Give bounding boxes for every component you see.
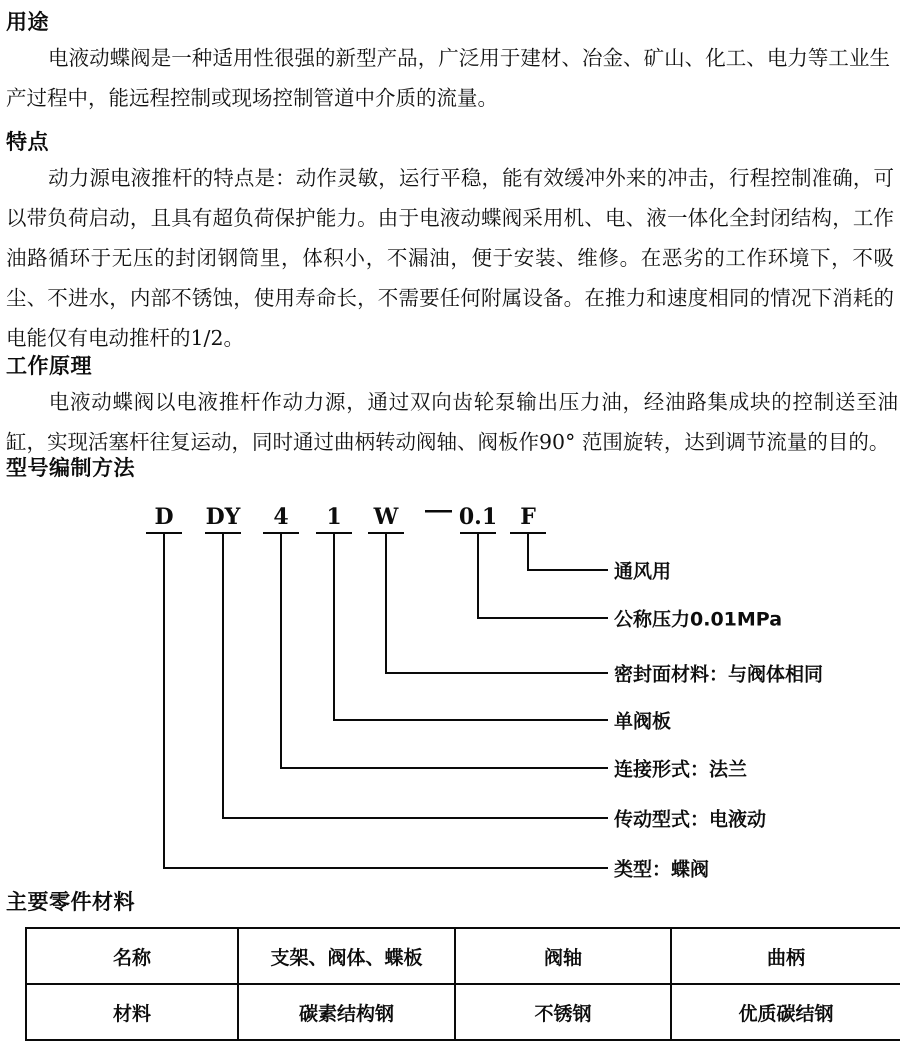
materials-table (25, 927, 900, 1041)
model-code-char-f: F (520, 504, 536, 530)
section-heading-features: 特点 (6, 130, 49, 154)
paragraph-text: 电液动蝶阀是一种适用性很强的新型产品，广泛用于建材、冶金、矿山、化工、电力等工业生产过程中，能远程控制或现场控制管道中介质的流量。 (6, 46, 890, 110)
leader-1 (334, 533, 608, 720)
section-heading-materials: 主要零件材料 (6, 890, 135, 914)
table-cell-name-header: 名称 (26, 928, 238, 984)
model-code-char-w: W (373, 504, 399, 530)
model-code-diagram (0, 480, 900, 880)
section-heading-principle: 工作原理 (6, 354, 92, 378)
paragraph-text: 电液动蝶阀以电液推杆作动力源，通过双向齿轮泵输出压力油，经油路集成块的控制送至油缸，实现活塞杆往复运动，同时通过曲柄转动阀轴、阀板作90° 范围旋转，达到调节流量的目的。 (6, 390, 898, 454)
table-cell-bracket-body-disc: 支架、阀体、蝶板 (238, 928, 455, 984)
model-code-char-4: 4 (273, 504, 289, 530)
table-row (26, 984, 900, 1040)
leader-f (528, 533, 608, 570)
model-code-char-01: 0.1 (458, 504, 498, 530)
table-row (26, 928, 900, 984)
table-cell-stainless-steel: 不锈钢 (455, 984, 671, 1040)
model-code-char-dy: DY (205, 504, 241, 530)
table-cell-quality-carbon-steel: 优质碳结钢 (671, 984, 900, 1040)
leader-label-single-disc: 单阀板 (614, 710, 672, 733)
table-cell-material-header: 材料 (26, 984, 238, 1040)
table-cell-crank: 曲柄 (671, 928, 900, 984)
section-body-features (6, 158, 894, 358)
leader-w (386, 533, 608, 673)
leader-01 (478, 533, 608, 618)
leader-label-drive-type: 传动型式：电液动 (614, 808, 767, 831)
paragraph-text: 动力源电液推杆的特点是：动作灵敏，运行平稳，能有效缓冲外来的冲击，行程控制准确，可以带负荷启动，且具有超负荷保护能力。由于电液动蝶阀采用机、电、液一体化全封闭结构，工作油路循环于无压的封闭钢筒里，体积小，不漏油，便于安装、维修。在恶劣的工作环境下，不吸尘、不进水，内部不锈蚀，使用寿命长，不需要任何附属设备。在推力和速度相同的情况下消耗的电能仅有电动推杆的1/2。 (6, 166, 894, 350)
leader-label-connection-type: 连接形式：法兰 (614, 758, 748, 781)
model-code-char-d: D (154, 504, 174, 530)
section-heading-model-coding: 型号编制方法 (6, 456, 135, 480)
section-body-purpose (6, 38, 890, 118)
leader-label-valve-type: 类型：蝶阀 (614, 858, 710, 881)
leader-label-nominal-pressure: 公称压力0.01MPa (614, 608, 783, 631)
section-body-principle (6, 382, 898, 462)
model-code-char-1: 1 (326, 504, 342, 530)
section-heading-purpose: 用途 (6, 10, 49, 34)
table-cell-valve-shaft: 阀轴 (455, 928, 671, 984)
leader-label-sealing-material: 密封面材料：与阀体相同 (614, 663, 824, 686)
table-cell-carbon-structural-steel: 碳素结构钢 (238, 984, 455, 1040)
leader-4 (281, 533, 608, 768)
leader-label-ventilation: 通风用 (614, 560, 672, 583)
